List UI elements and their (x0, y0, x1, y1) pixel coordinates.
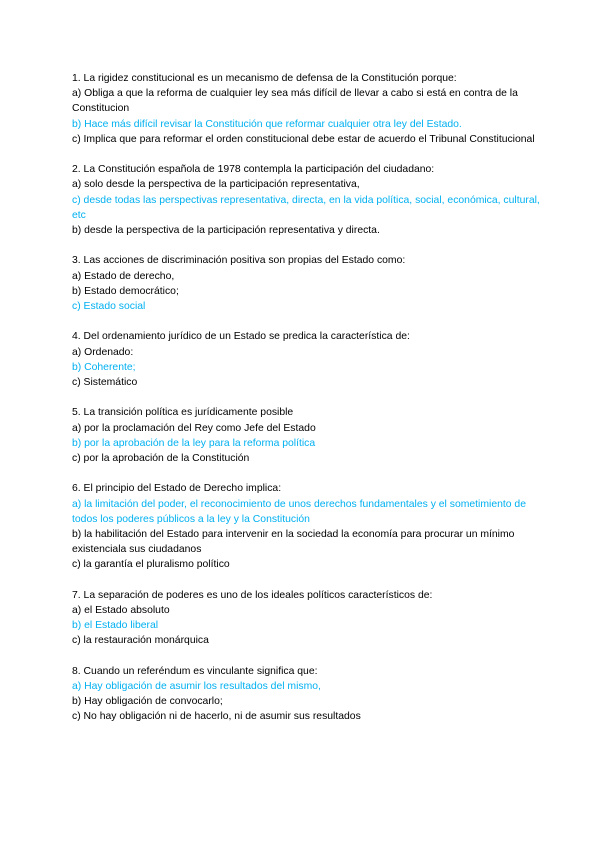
answer-option: a) Ordenado: (72, 346, 134, 358)
question-block (72, 71, 542, 147)
question-block (72, 481, 542, 572)
answer-option: a) el Estado absoluto (72, 605, 170, 617)
answer-option: b) la habilitación del Estado para intervenir en la sociedad la economía para procurar un mínimo existenciala sus ciudadanos (72, 529, 515, 556)
answer-option-correct: c) Estado social (72, 301, 146, 313)
quiz-document (72, 71, 542, 740)
answer-option: b) Hay obligación de convocarlo; (72, 696, 223, 708)
question-text: 6. El principio del Estado de Derecho implica: (72, 483, 282, 495)
answer-option: c) Sistemático (72, 377, 138, 389)
question-text: 2. La Constitución española de 1978 contempla la participación del ciudadano: (72, 164, 435, 176)
answer-option: c) la restauración monárquica (72, 635, 209, 647)
answer-option: a) Obliga a que la reforma de cualquier ley sea más difícil de llevar a cabo si está en contra de la Constitucion (72, 88, 518, 115)
question-text: 4. Del ordenamiento jurídico de un Estado se predica la característica de: (72, 331, 410, 343)
answer-option: c) Implica que para reformar el orden constitucional debe estar de acuerdo el Tribunal Constitucional (72, 133, 535, 145)
answer-option-correct: b) Hace más difícil revisar la Constitución que reformar cualquier otra ley del Estado. (72, 118, 462, 130)
question-block (72, 664, 542, 725)
answer-option-correct: b) por la aprobación de la ley para la reforma política (72, 437, 316, 449)
question-block (72, 162, 542, 238)
question-block (72, 329, 542, 390)
question-block (72, 588, 542, 649)
answer-option-correct: b) Coherente; (72, 361, 136, 373)
answer-option-correct: a) Hay obligación de asumir los resultados del mismo, (72, 681, 321, 693)
question-block (72, 253, 542, 314)
question-block (72, 405, 542, 466)
question-text: 1. La rigidez constitucional es un mecanismo de defensa de la Constitución porque: (72, 73, 457, 84)
answer-option: a) solo desde la perspectiva de la participación representativa, (72, 179, 360, 191)
question-text: 3. Las acciones de discriminación positiva son propias del Estado como: (72, 255, 406, 267)
answer-option-correct: a) la limitación del poder, el reconocimiento de unos derechos fundamentales y el sometimiento de todos los poderes públicos a la ley y la Constitución (72, 498, 526, 525)
question-text: 7. La separación de poderes es uno de los ideales políticos característicos de: (72, 589, 433, 601)
answer-option-correct: b) el Estado liberal (72, 620, 159, 632)
question-text: 5. La transición política es jurídicamente posible (72, 407, 294, 419)
answer-option: c) por la aprobación de la Constitución (72, 453, 250, 465)
answer-option: a) por la proclamación del Rey como Jefe del Estado (72, 422, 316, 434)
answer-option: b) desde la perspectiva de la participación representativa y directa. (72, 225, 380, 237)
question-text: 8. Cuando un referéndum es vinculante significa que: (72, 665, 318, 677)
answer-option: c) la garantía el pluralismo político (72, 559, 230, 571)
answer-option-correct: c) desde todas las perspectivas representativa, directa, en la vida política, social, económica, cultural, etc (72, 194, 540, 221)
answer-option: c) No hay obligación ni de hacerlo, ni de asumir sus resultados (72, 711, 361, 723)
answer-option: b) Estado democrático; (72, 285, 179, 297)
answer-option: a) Estado de derecho, (72, 270, 175, 282)
